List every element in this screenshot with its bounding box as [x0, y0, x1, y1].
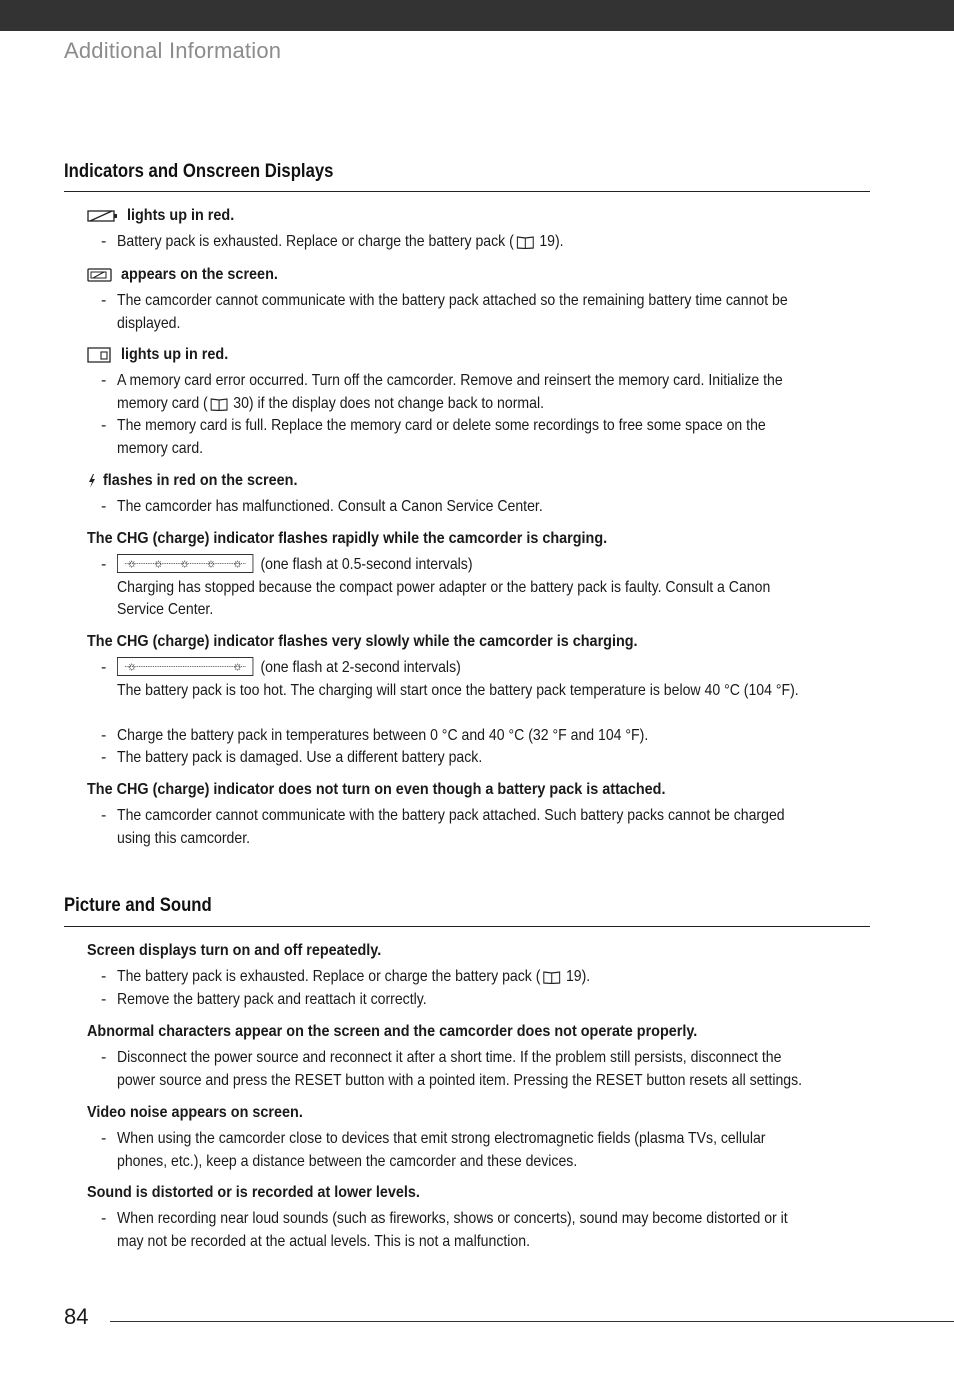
bullet: - ☼ ☼ ☼ ☼ ☼ (one flash at 0.5-second intervals) Charging has stopped because the compact power adapter or the battery pack is faulty. Consult a Canon Service Center.: [101, 555, 771, 618]
item-title-noise: Video noise appears on screen.: [87, 1104, 303, 1121]
section-rule: [64, 926, 870, 927]
section-header: Additional Information: [64, 38, 282, 63]
page-number: 84: [64, 1304, 89, 1329]
slow-flash-indicator-icon: ☼ ☼: [117, 657, 253, 676]
bullet: - When using the camcorder close to devices that emit strong electromagnetic fields (plasma TVs, cellular phones, etc.), keep a distance between the camcorder and these devices.: [101, 1130, 766, 1170]
bullet: - ☼ ☼ (one flash at 2-second intervals) The battery pack is too hot. The charging will start once the battery pack temperature is below 40 °C (104 °F).: [101, 658, 799, 699]
battery-info-icon: [87, 267, 113, 283]
section-rule: [64, 191, 870, 192]
bullet: - The battery pack is damaged. Use a different battery pack.: [101, 749, 483, 766]
item-title-chg-off: The CHG (charge) indicator does not turn on even though a battery pack is attached.: [87, 781, 666, 798]
bullet: - Charge the battery pack in temperatures between 0 °C and 40 °C (32 °F and 104 °F).: [101, 727, 649, 744]
bullet: - The camcorder cannot communicate with the battery pack attached. Such battery packs cannot be charged using this camcorder.: [101, 807, 785, 847]
bullet: - Battery pack is exhausted. Replace or charge the battery pack ( 19).: [101, 231, 861, 257]
memory-card-icon: [87, 346, 113, 364]
bullet: - Disconnect the power source and reconnect it after a short time. If the problem still persists, disconnect the power source and press the RESET button with a pointed item. Pressing the RESET button resets all settings.: [101, 1049, 803, 1089]
top-bar: [0, 0, 954, 31]
bullet: - The camcorder has malfunctioned. Consult a Canon Service Center.: [101, 498, 543, 515]
item-title-battery-red: lights up in red.: [87, 207, 246, 225]
battery-exhausted-icon: [87, 209, 119, 223]
book-icon: [516, 234, 534, 257]
item-title-sound: Sound is distorted or is recorded at lower levels.: [87, 1184, 420, 1201]
bullet: - A memory card error occurred. Turn off the camcorder. Remove and reinsert the memory card. Initialize the memory card ( 30) if the display does not change back to normal.: [101, 370, 861, 418]
bullet: - The memory card is full. Replace the memory card or delete some recordings to free some space on the memory card.: [101, 417, 766, 457]
item-title-card-red: lights up in red.: [87, 346, 240, 364]
item-title-chg-rapid: The CHG (charge) indicator flashes rapidly while the camcorder is charging.: [87, 530, 608, 547]
item-title-screen-onoff: Screen displays turn on and off repeatedly.: [87, 942, 382, 959]
footer-rule: [110, 1321, 954, 1322]
item-title-flash-red: flashes in red on the screen.: [87, 472, 319, 490]
bullet: - When recording near loud sounds (such as fireworks, shows or concerts), sound may become distorted or it may not be recorded at the actual levels. This is not a malfunction.: [101, 1210, 788, 1250]
section-title-indicators: Indicators and Onscreen Displays: [64, 161, 334, 182]
bullet: - The camcorder cannot communicate with the battery pack attached so the remaining battery time cannot be displayed.: [101, 292, 788, 332]
section-title-picture: Picture and Sound: [64, 895, 212, 916]
lightning-icon: [87, 473, 97, 489]
item-title-battery-comm: appears on the screen.: [87, 266, 295, 284]
rapid-flash-indicator-icon: ☼ ☼ ☼ ☼ ☼: [117, 554, 253, 573]
bullet: - The battery pack is exhausted. Replace or charge the battery pack ( 19).: [101, 966, 861, 992]
item-title-chg-slow: The CHG (charge) indicator flashes very slowly while the camcorder is charging.: [87, 633, 638, 650]
bullet: - Remove the battery pack and reattach it correctly.: [101, 991, 427, 1008]
item-title-abnormal: Abnormal characters appear on the screen and the camcorder does not operate properly.: [87, 1023, 698, 1040]
